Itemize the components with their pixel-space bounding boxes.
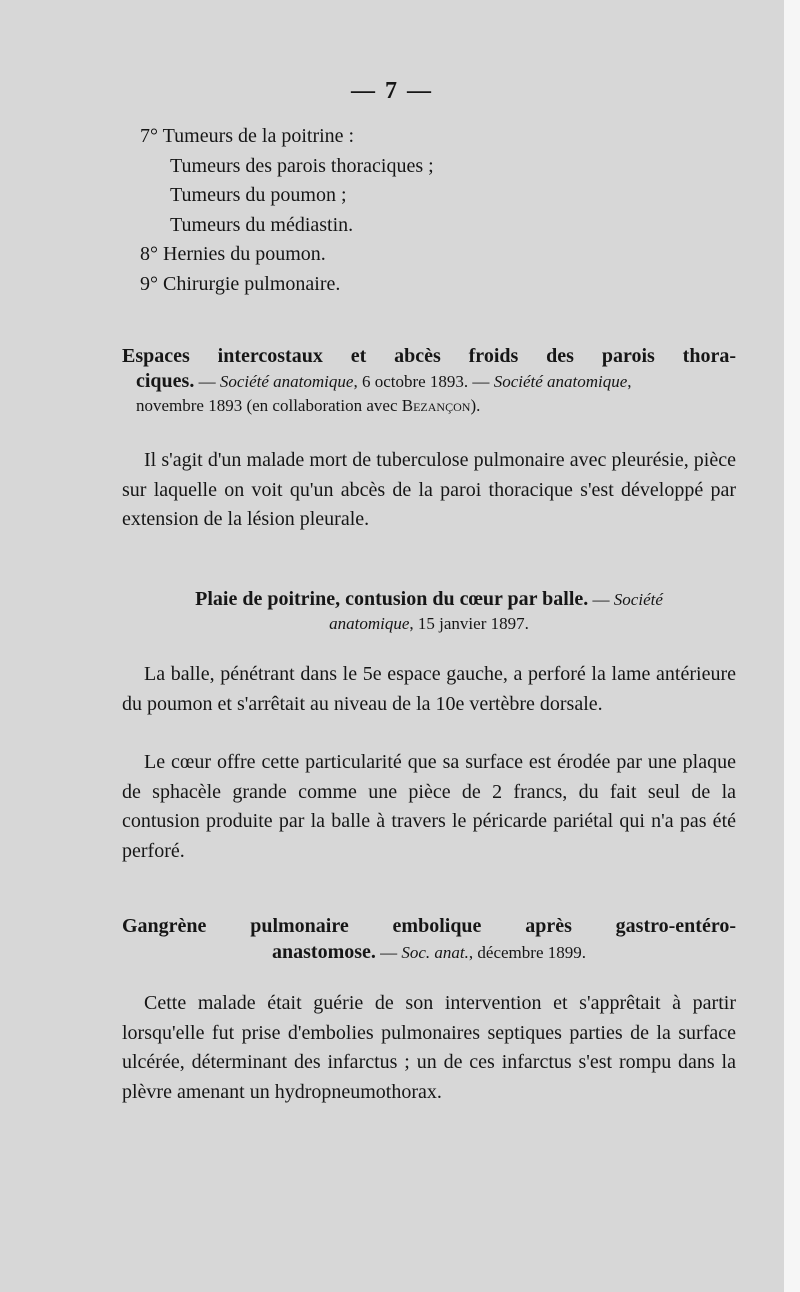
section-citation: anastomose. — Soc. anat., décembre 1899.	[272, 941, 586, 963]
section-title-end: ciques.	[136, 370, 195, 392]
journal-name: Société	[613, 590, 663, 609]
list-item: Tumeurs du poumon ;	[170, 184, 347, 206]
section-citation-cont: novembre 1893 (en collaboration avec Bezançon).	[136, 396, 481, 415]
list-item: 8° Hernies du poumon.	[140, 243, 326, 265]
journal-name: anatomique	[329, 614, 410, 633]
page-edge	[784, 0, 800, 1292]
section-2-para-1: La balle, pénétrant dans le 5e espace gauche, a perforé la lame antérieure du poumon et s'arrêtait au niveau de la 10e vertèbre dorsale.	[122, 663, 736, 715]
list-item: 9° Chirurgie pulmonaire.	[140, 272, 341, 295]
page-number: — 7 —	[351, 78, 433, 104]
journal-name: Société anatomique	[219, 372, 354, 391]
section-citation: ciques. — Société anatomique, 6 octobre 1893. — Société anatomique,	[122, 369, 736, 394]
section-title: Plaie de poitrine, contusion du cœur par balle.	[195, 588, 589, 610]
journal-name: Soc. anat.	[401, 943, 469, 962]
section-title-end: anastomose.	[272, 941, 376, 963]
section-title: Espaces intercostaux et abcès froids des parois thora-	[122, 345, 736, 367]
section-1-heading	[122, 343, 736, 418]
list-item: Tumeurs des parois thoraciques ;	[170, 154, 434, 177]
list-item: Tumeurs du médiastin.	[170, 213, 354, 236]
topic-list	[140, 122, 434, 299]
section-2-para-2: Le cœur offre cette particularité que sa surface est érodée par une plaque de sphacèle grande comme une pièce de 2 francs, du fait seul de la contusion produite par la balle à travers le péricarde pariétal qui n'a pas été perforé.	[122, 751, 736, 862]
section-citation: anatomique, 15 janvier 1897.	[329, 614, 529, 633]
collaborator-name: Bezançon	[401, 396, 471, 415]
section-2-heading: Plaie de poitrine, contusion du cœur par balle. — Société anatomique, 15 janvier 1897.	[122, 586, 736, 636]
section-1-body: Il s'agit d'un malade mort de tuberculose pulmonaire avec pleurésie, pièce sur laquelle on voit qu'un abcès de la paroi thoracique s'est développé par extension de la lésion pleurale.	[122, 449, 736, 530]
section-3-heading	[122, 913, 736, 966]
section-3-body: Cette malade était guérie de son intervention et s'apprêtait à partir lorsqu'elle fut prise d'embolies pulmonaires septiques parties de la surface ulcérée, déterminant des infarctus ; un de ces infarctus s'est rompu dans la plèvre amenant un hydropneumothorax.	[122, 992, 736, 1103]
section-title: Gangrène pulmonaire embolique après gastro-entéro-	[122, 915, 736, 937]
journal-name: Société anatomique	[493, 372, 628, 391]
list-item: 7° Tumeurs de la poitrine :	[140, 125, 355, 147]
